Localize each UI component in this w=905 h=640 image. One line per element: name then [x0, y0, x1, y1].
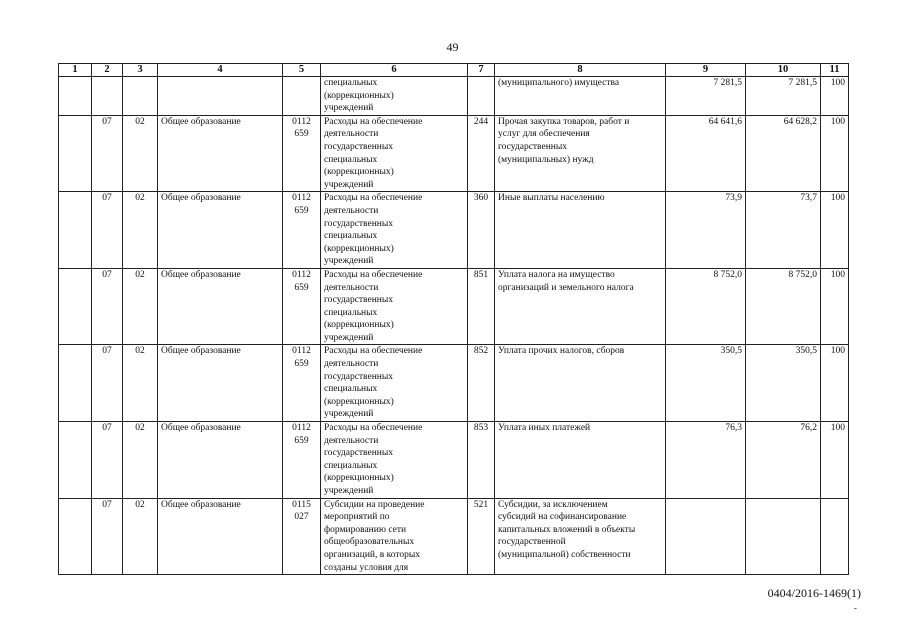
col-header-5: 5 — [283, 64, 321, 77]
cell-text: 76,2 — [800, 423, 817, 434]
cell-line: Расходы на обеспечение — [324, 116, 423, 127]
cell-col-11 — [821, 498, 849, 575]
budget-table — [58, 63, 849, 575]
cell-text: 852 — [473, 346, 489, 357]
table-header — [59, 64, 849, 77]
cell-text: 07 — [102, 116, 112, 127]
cell-line: специальных — [324, 460, 378, 471]
cell-line: (коррекционных) — [324, 167, 394, 178]
cell-col-6 — [321, 268, 468, 345]
cell-text: Общее образование — [161, 423, 241, 434]
cell-line: Расходы на обеспечение — [324, 346, 423, 357]
table-row — [59, 192, 849, 269]
cell-line: государственных — [324, 371, 394, 382]
cell-col-5 — [283, 115, 321, 192]
cell-line: государственной — [498, 537, 566, 548]
cell-text: 100 — [830, 346, 845, 357]
margin-mark: - — [853, 603, 857, 614]
cell-col-4 — [158, 115, 283, 192]
header-row — [59, 64, 849, 77]
cell-text: Общее образование — [161, 116, 241, 127]
cell-line: деятельности — [324, 129, 379, 140]
cell-text: 0112 659 — [292, 346, 311, 370]
cell-col-3 — [123, 77, 158, 116]
cell-text: 76,3 — [725, 423, 742, 434]
cell-line: специальных — [324, 307, 378, 318]
cell-line: капитальных вложений в объекты — [498, 524, 636, 535]
cell-col-2 — [92, 115, 123, 192]
cell-col-6 — [321, 77, 468, 116]
cell-col-3 — [123, 345, 158, 422]
cell-col-8 — [495, 345, 666, 422]
cell-col-9 — [666, 422, 746, 499]
cell-text: 02 — [135, 423, 145, 434]
cell-col-9 — [666, 345, 746, 422]
cell-text: 02 — [135, 346, 145, 357]
col-header-8: 8 — [495, 64, 666, 77]
col-header-4: 4 — [158, 64, 283, 77]
cell-line: государственных — [324, 218, 394, 229]
cell-text: 350,5 — [720, 346, 742, 357]
cell-line: мероприятий по — [324, 512, 390, 523]
cell-col-6 — [321, 345, 468, 422]
cell-col-11 — [821, 77, 849, 116]
cell-text: 100 — [830, 423, 845, 434]
cell-col-1 — [59, 498, 92, 575]
cell-col-11 — [821, 345, 849, 422]
cell-col-5 — [283, 77, 321, 116]
table-row — [59, 268, 849, 345]
cell-line: организаций и земельного налога — [498, 282, 634, 293]
cell-col-9 — [666, 115, 746, 192]
cell-line: (муниципального) имущества — [498, 78, 620, 88]
cell-text: Общее образование — [161, 193, 241, 204]
cell-text: 64 641,6 — [708, 116, 742, 127]
cell-col-7 — [468, 77, 495, 116]
cell-text: 07 — [102, 269, 112, 280]
cell-col-4 — [158, 268, 283, 345]
cell-text: Общее образование — [161, 269, 241, 280]
cell-line: (коррекционных) — [324, 90, 394, 101]
cell-col-8 — [495, 77, 666, 116]
cell-text: 100 — [830, 78, 845, 88]
cell-col-10 — [746, 345, 821, 422]
cell-line: государственных — [498, 141, 568, 152]
cell-col-1 — [59, 115, 92, 192]
cell-text: 0112 659 — [292, 423, 311, 446]
cell-text: 07 — [102, 499, 112, 510]
table-row — [59, 498, 849, 575]
col-header-9: 9 — [666, 64, 746, 77]
cell-col-1 — [59, 345, 92, 422]
cell-text: 100 — [830, 193, 845, 204]
cell-col-11 — [821, 192, 849, 269]
cell-line: специальных — [324, 231, 378, 242]
col-header-10: 10 — [746, 64, 821, 77]
cell-col-5 — [283, 268, 321, 345]
cell-col-5 — [283, 498, 321, 575]
cell-line: специальных — [324, 78, 378, 88]
cell-col-7 — [468, 192, 495, 269]
cell-line: деятельности — [324, 359, 379, 370]
cell-col-10 — [746, 77, 821, 116]
cell-text: 7 281,5 — [788, 78, 817, 88]
table-row — [59, 345, 849, 422]
cell-text: 851 — [473, 269, 489, 280]
col-header-6: 6 — [321, 64, 468, 77]
col-header-1: 1 — [59, 64, 92, 77]
cell-col-10 — [746, 192, 821, 269]
col-header-3: 3 — [123, 64, 158, 77]
cell-text: 07 — [102, 346, 112, 357]
cell-col-10 — [746, 422, 821, 499]
cell-col-10 — [746, 498, 821, 575]
cell-col-9 — [666, 498, 746, 575]
cell-line: учреждений — [324, 256, 374, 267]
cell-text: 02 — [135, 116, 145, 127]
cell-col-8 — [495, 498, 666, 575]
cell-line: учреждений — [324, 103, 374, 114]
page-number: 49 — [446, 40, 459, 54]
cell-col-6 — [321, 498, 468, 575]
cell-col-6 — [321, 115, 468, 192]
cell-line: учреждений — [324, 409, 374, 420]
cell-text: 244 — [473, 116, 489, 127]
cell-text: 8 752,0 — [788, 269, 817, 280]
cell-text: 350,5 — [795, 346, 817, 357]
cell-col-2 — [92, 192, 123, 269]
cell-text: 0112 659 — [292, 193, 311, 216]
cell-col-6 — [321, 422, 468, 499]
cell-col-1 — [59, 268, 92, 345]
cell-line: Уплата иных платежей — [498, 423, 591, 434]
cell-col-3 — [123, 422, 158, 499]
cell-col-7 — [468, 115, 495, 192]
cell-line: государственных — [324, 141, 394, 152]
cell-col-5 — [283, 345, 321, 422]
cell-col-3 — [123, 115, 158, 192]
col-header-2: 2 — [92, 64, 123, 77]
cell-text: 7 281,5 — [713, 78, 742, 88]
col-header-11: 11 — [821, 64, 849, 77]
cell-col-4 — [158, 77, 283, 116]
cell-line: (коррекционных) — [324, 243, 394, 254]
cell-text: Общее образование — [161, 499, 241, 510]
cell-line: (коррекционных) — [324, 320, 394, 331]
cell-text: 0112 659 — [292, 116, 311, 140]
cell-line: Прочая закупка товаров, работ и — [498, 116, 630, 127]
cell-line: Расходы на обеспечение — [324, 193, 423, 204]
cell-col-1 — [59, 192, 92, 269]
cell-col-3 — [123, 192, 158, 269]
table-row — [59, 77, 849, 116]
cell-line: Уплата налога на имущество — [498, 269, 615, 280]
cell-line: Субсидии на проведение — [324, 499, 425, 510]
cell-col-7 — [468, 498, 495, 575]
cell-text: 853 — [473, 423, 489, 434]
table-row — [59, 422, 849, 499]
cell-line: общеобразовательных — [324, 537, 415, 548]
cell-line: государственных — [324, 448, 394, 459]
cell-text: 02 — [135, 269, 145, 280]
cell-col-11 — [821, 115, 849, 192]
cell-text: 64 628,2 — [783, 116, 817, 127]
cell-col-5 — [283, 192, 321, 269]
cell-text: 07 — [102, 423, 112, 434]
cell-col-11 — [821, 268, 849, 345]
cell-line: деятельности — [324, 435, 379, 446]
cell-col-3 — [123, 498, 158, 575]
cell-line: организаций, в которых — [324, 549, 421, 560]
cell-col-7 — [468, 422, 495, 499]
cell-col-1 — [59, 77, 92, 116]
cell-text: 100 — [830, 116, 845, 127]
cell-col-4 — [158, 422, 283, 499]
cell-col-8 — [495, 268, 666, 345]
cell-col-2 — [92, 422, 123, 499]
cell-col-2 — [92, 77, 123, 116]
cell-text: 02 — [135, 193, 145, 204]
cell-col-2 — [92, 345, 123, 422]
cell-line: (коррекционных) — [324, 473, 394, 484]
cell-col-4 — [158, 345, 283, 422]
cell-line: деятельности — [324, 282, 379, 293]
col-header-7: 7 — [468, 64, 495, 77]
cell-line: учреждений — [324, 332, 374, 343]
cell-col-1 — [59, 422, 92, 499]
cell-line: государственных — [324, 295, 394, 306]
cell-col-9 — [666, 192, 746, 269]
cell-text: 0115 027 — [292, 499, 311, 523]
cell-col-7 — [468, 268, 495, 345]
document-code: 0404/2016-1469(1) — [767, 586, 861, 600]
cell-col-3 — [123, 268, 158, 345]
cell-col-8 — [495, 115, 666, 192]
cell-line: деятельности — [324, 205, 379, 216]
cell-line: специальных — [324, 154, 378, 165]
cell-line: субсидий на софинансирование — [498, 512, 627, 523]
table-body — [59, 77, 849, 575]
cell-line: (муниципальной) собственности — [498, 549, 631, 560]
cell-line: специальных — [324, 384, 378, 395]
cell-col-4 — [158, 192, 283, 269]
cell-text: 0112 659 — [292, 269, 311, 293]
cell-col-10 — [746, 268, 821, 345]
cell-text: 07 — [102, 193, 112, 204]
table-row — [59, 115, 849, 192]
cell-col-2 — [92, 498, 123, 575]
cell-line: Уплата прочих налогов, сборов — [498, 346, 625, 357]
cell-line: Расходы на обеспечение — [324, 423, 423, 434]
cell-line: созданы условия для — [324, 562, 409, 573]
cell-col-2 — [92, 268, 123, 345]
cell-text: 73,7 — [800, 193, 817, 204]
cell-text: 02 — [135, 499, 145, 510]
cell-text: 73,9 — [725, 193, 742, 204]
cell-text: 100 — [830, 269, 845, 280]
cell-col-9 — [666, 77, 746, 116]
cell-line: учреждений — [324, 486, 374, 496]
cell-line: формированию сети — [324, 524, 407, 535]
cell-line: (коррекционных) — [324, 396, 394, 407]
cell-line: учреждений — [324, 179, 374, 190]
cell-line: Субсидии, за исключением — [498, 499, 608, 510]
cell-line: (муниципальных) нужд — [498, 154, 594, 165]
cell-text: 360 — [473, 193, 489, 204]
cell-col-8 — [495, 192, 666, 269]
cell-line: Расходы на обеспечение — [324, 269, 423, 280]
cell-col-4 — [158, 498, 283, 575]
cell-text: 521 — [473, 499, 489, 510]
cell-line: Иные выплаты населению — [498, 193, 605, 204]
cell-line: услуг для обеспечения — [498, 129, 590, 140]
cell-col-10 — [746, 115, 821, 192]
cell-col-6 — [321, 192, 468, 269]
cell-col-9 — [666, 268, 746, 345]
cell-text: 8 752,0 — [713, 269, 742, 280]
cell-col-8 — [495, 422, 666, 499]
cell-col-11 — [821, 422, 849, 499]
cell-col-7 — [468, 345, 495, 422]
cell-col-5 — [283, 422, 321, 499]
cell-text: Общее образование — [161, 346, 241, 357]
